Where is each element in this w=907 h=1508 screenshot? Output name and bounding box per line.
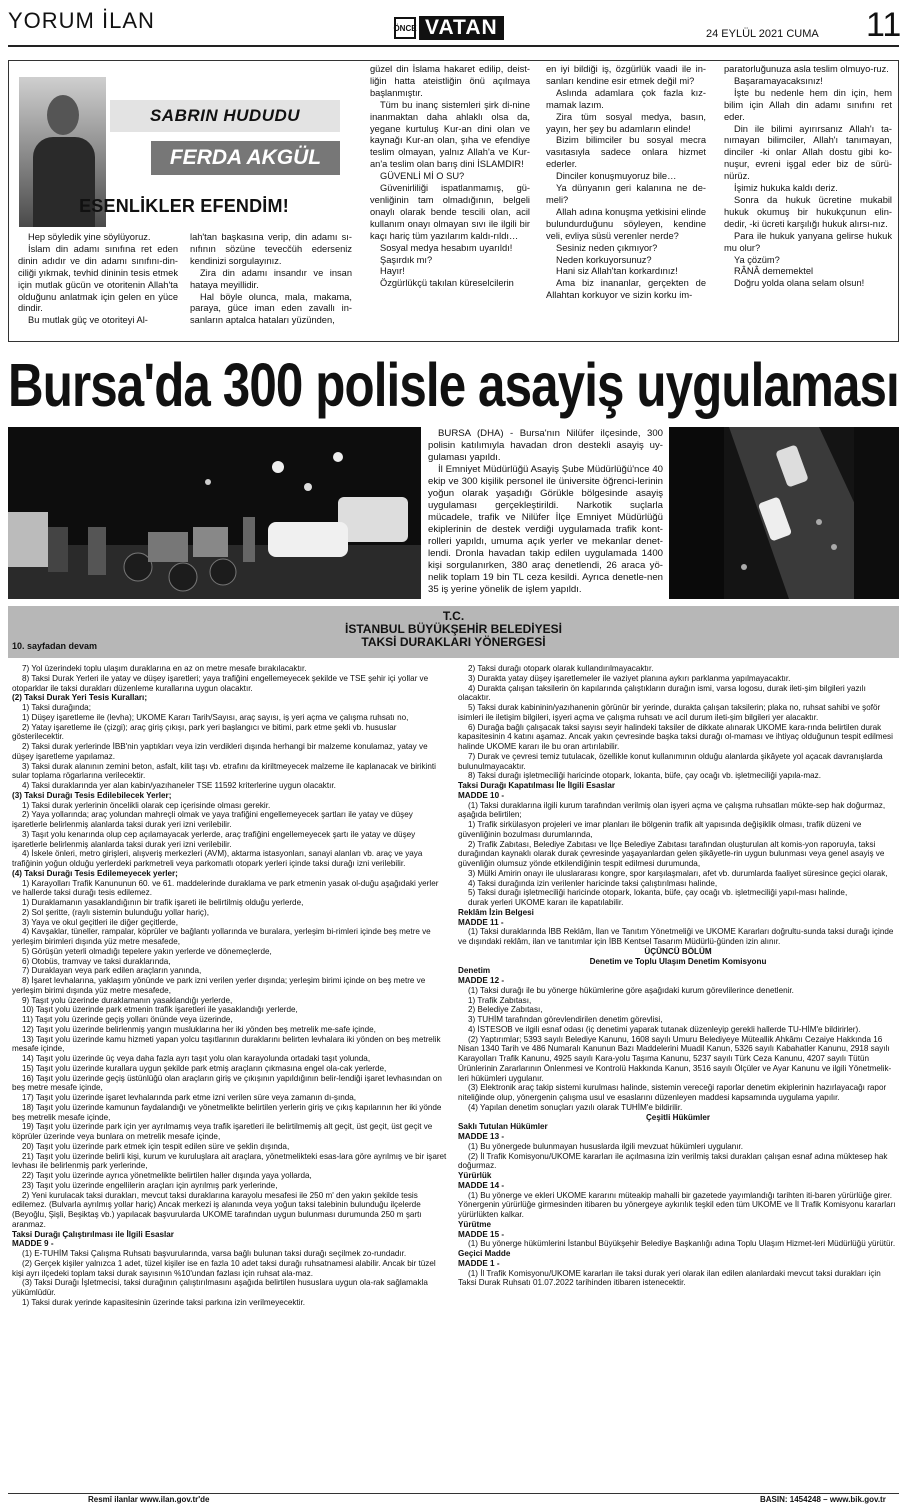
notice-line: 2) Trafik Zabıtası, Belediye Zabıtası ve İlçe Belediye Zabıtası tarafından oluşturulan alt komis-yon raporuyla, taksi durağından kaynaklı olarak durak çevresinde yaşayanlardan gelen şikâyetle-rin uygun bulunması veya genel asayiş ve güvenliğin olumsuz yönde etkilendiğinin tespit edilmesi durumunda, bbox=[458, 839, 885, 868]
newspaper-logo bbox=[394, 16, 504, 40]
notice-line: Reklâm İzin Belgesi bbox=[458, 907, 534, 917]
notice-line: 6) Otobüs, tramvay ve taksi duraklarında, bbox=[22, 956, 171, 966]
notice-line: (3) Taksi Durağı İşletmecisi, taksi durağının çalıştırılmasını aşağıda belirtilen hususlara uygun ola-rak sağlamakla yükümlüdür. bbox=[12, 1278, 428, 1297]
notice-line: MADDE 9 - bbox=[12, 1239, 54, 1249]
column-text-1: Hep söyledik yine söylüyoruz. İslam din adamı sınıfına ret eden dinin adıdır ve din adamı sınıfını-din-ciliği yıkmak, tevhid dininin tesis etmek için mutlak gücün ve otoritenin Allah'ta olduğunu anlatmak için gelen en yüce dindir. Bu mutlak güç ve otoriteyi Al- bbox=[18, 232, 178, 326]
notice-line: (1) Taksi duraklarına ilgili kurum tarafından verilmiş olan işyeri açma ve çalışma ruhsatları mükte-sep hak doğurmaz, aşağıda belirtilen; bbox=[458, 800, 886, 820]
notice-line: MADDE 12 - bbox=[458, 976, 505, 985]
notice-line: 7) Yol üzerindeki toplu ulaşım duraklarına en az on metre mesafe bırakılacaktır. bbox=[22, 664, 307, 673]
notice-line: 2) Yeni kurulacak taksi durakları, mevcut taksi duraklarına karayolu mesafesi ile 250 m' den yakın şekilde tesis edilemez. (Bulvarla ayrılmış yollar hariç) Ancak merkezi iş alanında veya yoğun taksi talebinin bulunduğu ilçelerde (Beyoğlu, Şişli, Beşiktaş vb.) yapılacak başvurularda UKOME tarafından uygun bulunması durumunda 250 m şartı aranmaz. bbox=[12, 1190, 422, 1229]
column-text-4: en iyi bildiği iş, özgürlük vaadi ile in-sanları kendine esir etmek değil mi? Aslında adamlara çok fazla kız-mamak lazım. Zira tüm sosyal medya, basın, yayın, her şey bu adamların elinde! Bizim bilimciler bu sosyal mecra vasıtasıyla sadece onlara hizmet ederler. Dinciler konuşmuyoruz bile… Ya dünyanın geri kalanına ne de-meli? Allah adına konuşma yetkisini elinde bulundurduğunu söyleyen, kendine veli, evliya süsü verenler nerde? Sesiniz neden çıkmıyor? Neden korkuyorsunuz? Hani siz Allah'tan korkardınız! Ama biz inananlar, gerçekten de Allahtan korkuyor ve sizin korku im- bbox=[546, 64, 706, 301]
notice-line: 13) Taşıt yolu üzerinde kamu hizmeti yapan yolcu taşıtlarının duraklarını belirten levhalara iki yönden on beş metrelik mesafe içinde, bbox=[12, 1034, 441, 1054]
police-checkpoint-photo bbox=[8, 427, 421, 599]
issue-date: 24 EYLÜL 2021 CUMA bbox=[706, 28, 819, 40]
footer-rule bbox=[8, 1493, 899, 1494]
notice-line: 5) Taksi durak kabininin/yazıhanenin görünür bir yerinde, durakta çalışan taksilerin; plaka no, ruhsat sahibi ve şoför isimleri ile iletişim bilgileri, işyeri açma ve çalışma ruhsatı ve acil durum ileti-şim bilgileri yer alacaktır. bbox=[458, 703, 881, 722]
notice-line: 10) Taşıt yolu üzerinde park etmenin trafik işaretleri ile yasaklandığı yerlerde, bbox=[22, 1005, 298, 1015]
notice-line: 2) Taksi durak yerlerinde İBB'nin yaptıkları veya izin verdikleri dışında herhangi bir malzeme konulamaz, yatay ve düşey işaretleme yapılamaz. bbox=[12, 742, 428, 761]
notice-line: 8) Taksi Durak Yerleri ile yatay ve düşey işaretleri; yaya trafiğini engellemeyecek şekilde ve TSE şehir içi yollar ve otoparklar ile taksi durakları düzenleme kurallarına uygun olacaktır. bbox=[12, 673, 429, 693]
notice-line: (4) Taksi Durağı Tesis Edilemeyecek yerler; bbox=[12, 868, 178, 878]
notice-line: MADDE 11 - bbox=[458, 917, 504, 927]
notice-line: (2) Gerçek kişiler yalnızca 1 adet, tüzel kişiler ise en fazla 10 adet taksi durağı ruhsatnamesi alabilir. Ancak bir tüzel kişi ayrı ilçedeki toplam taksi durak sayısının %10'undan fazlası için ruhsat ala-maz. bbox=[12, 1258, 436, 1278]
notice-line: 19) Taşıt yolu üzerinde park için yer ayrılmamış veya trafik işaretleri ile belirtilmemiş alt geçit, üst geçit, üst geçit ve köprüler üzerinde veya bunlara on metrelik mesafe içinde, bbox=[12, 1122, 433, 1141]
notice-line: 14) Taşıt yolu üzerinde üç veya daha fazla ayrı taşıt yolu olan karayolunda ortadaki taşıt yolunda, bbox=[22, 1054, 371, 1063]
notice-line: (1) İl Trafik Komisyonu/UKOME kararları ile taksi durak yeri olarak ilan edilen alanlardaki mevcut taksi durakları için Taksi Durak Ruhsatı 01.07.2022 tarihinden itibaren istenecektir. bbox=[458, 1268, 881, 1288]
notice-line: 5) Taksi durağı işletmeciliği haricinde otopark, lokanta, büfe, çay ocağı vb. işletmeciliği yapıl-ması halinde, bbox=[468, 888, 848, 898]
notice-line: 2) Yatay işaretleme ile (çizgi); araç giriş çıkışı, park yeri başlangıcı ve bitimi, park etme şekli vb. hususlar gösterilecektir. bbox=[12, 722, 397, 742]
notice-line: (2) İl Trafik Komisyonu/UKOME kararları ile açılmasına izin verilmiş taksi durakları çalışan esnaf adına müktesep hak doğurmaz. bbox=[458, 1151, 888, 1171]
header-rule bbox=[8, 45, 899, 47]
notice-line: (1) Bu yönergede bulunmayan hususlarda ilgili mevzuat hükümleri uygulanır. bbox=[468, 1141, 744, 1151]
notice-line: 20) Taşıt yolu üzerinde park etmek için tespit edilen süre ve şeklin dışında, bbox=[22, 1141, 290, 1151]
notice-line: 5) Görüşün yeterli olmadığı tepelere yakın yerlerde ve dönemeçlerde, bbox=[22, 946, 272, 956]
drone-aerial-photo bbox=[669, 427, 899, 599]
notice-line: 1) Trafik Zabıtası, bbox=[468, 995, 532, 1005]
notice-line: MADDE 15 - bbox=[458, 1229, 505, 1239]
notice-line: 1) Taksi durak yerinde kapasitesinin üzerinde taksi parkına izin verilmeyecektir. bbox=[22, 1297, 305, 1307]
notice-line: (2) Taksi Durak Yeri Tesis Kuralları; bbox=[12, 693, 148, 703]
notice-line: 17) Taşıt yolu üzerinde işaret levhalarında park etme izni verilen süre veya zamanın dı-şında, bbox=[22, 1093, 357, 1102]
page-number: 11 bbox=[866, 6, 902, 44]
notice-line: 1) Duraklamanın yasaklandığının bir trafik işareti ile belirtilmiş olduğu yerlerde, bbox=[22, 898, 304, 907]
notice-line: Denetim ve Toplu Ulaşım Denetim Komisyonu bbox=[589, 956, 767, 966]
section-name: YORUM İLAN bbox=[8, 8, 155, 33]
notice-line: Denetim bbox=[458, 966, 491, 976]
column-text-2: lah'tan başkasına verip, din adamı sı-nıfının sözüne tevecčüh ederseniz kendinizi sorgulayınız. Zira din adamı insandır ve insan hataya meyillidir. Hal böyle olunca, mala, makama, paraya, güce iman eden zavallı in-sanların aptalca hataları yüzünden, bbox=[190, 232, 352, 326]
notice-line: (1) Taksi durağı ile bu yönerge hükümlerine göre aşağıdaki kurum görevlilerince denetlenir. bbox=[468, 985, 794, 995]
notice-line: 12) Taşıt yolu üzerinde belirlenmiş yangın musluklarına her iki yönden beş metrelik me-safe içinde, bbox=[22, 1024, 376, 1034]
notice-line: 1) Trafik sirkülasyon projeleri ve imar planları ile bölgenin trafik alt yapısında değişiklik olması, trafik düzeni ve güvenliğinin bozulması durumlarında, bbox=[458, 820, 862, 839]
notice-line: Saklı Tutulan Hükümler bbox=[458, 1122, 548, 1132]
notice-line: 4) Kavşaklar, tüneller, rampalar, köprüler ve bağlantı yollarında ve buralara, yerleşim bi-rimleri içinde beş metre ve yerleşim birimleri dışında yüz metre mesafede, bbox=[12, 927, 431, 946]
news-body: BURSA (DHA) - Bursa'nın Nilüfer ilçesinde, 300 polisin katılımıyla havadan dron destekli asayiş uy-gulaması yapıldı. İl Emniyet Müdürlüğü Asayiş Şube Müdürlüğü'nce 40 ekip ve 300 kişilik personel ile üniversite öğrenci-lerinin yoğun olarak yaşadığı Görükle bölgesinde asayiş uygulaması gerçekleştirildi. Narkotik suçlarla mücadele, trafik ve Nilüfer İlçe Emniyet Müdürlüğü ekiplerinin de destek verdiği uygulamada trafik kont-rolleri yapıldı, umuma açık yerler ve mekanlar denet-lendi. Dronla havadan takip edilen uygulamada 1400 kişi sorgulanırken, 380 araç denetlendi, 26 araca yö-nelik toplam 19 bin TL ceza kesildi. Ayrıca denetle-nen 35 iş yerine yönelik de işlem yapıldı. bbox=[428, 428, 663, 595]
continued-label: 10. sayfadan devam bbox=[12, 641, 98, 651]
notice-line: 15) Taşıt yolu üzerinde kurallara uygun şekilde park etmiş araçların çıkmasına engel ola-cak yerlerde, bbox=[22, 1063, 387, 1073]
notice-right-column bbox=[458, 664, 898, 1288]
notice-line: (4) Yapılan denetim sonuçları yazılı olarak TUHİM'e bildirilir. bbox=[468, 1102, 683, 1112]
notice-line: Geçici Madde bbox=[458, 1249, 511, 1258]
notice-line: 3) Taşıt yolu kenarında olup cep açılamayacak yerlerde, araç trafiğini engellemeyecek şartı ile yatay ve düşey işaretlerle belirlenmiş alanlarda taksi durak yeri izni verilebilir. bbox=[12, 829, 416, 849]
notice-line: 3) Mülki Amirin onayı ile uluslararası kongre, spor karşılaşmaları, afet vb. durumlarda faaliyet süresince geçici olarak, bbox=[468, 868, 888, 878]
notice-line: 9) Taşıt yolu üzerinde duraklamanın yasaklandığı yerlerde, bbox=[22, 995, 233, 1005]
notice-line: 3) Yaya ve okul geçitleri ile diğer geçitlerde, bbox=[22, 917, 178, 927]
column-title: ESENLİKLER EFENDİM! bbox=[79, 196, 289, 216]
notice-line: 3) TUHİM tarafından görevlendirilen denetim görevlisi, bbox=[468, 1015, 663, 1024]
notice-line: 4) Taksi durağında izin verilenler haricinde taksi çalıştırılması halinde, bbox=[468, 878, 718, 888]
notice-line: 4) Taksi duraklarında yer alan kabin/yazıhaneler TSE 11592 kriterlerine uygun olacaktır. bbox=[22, 781, 336, 790]
notice-line: 8) Taksi durağı işletmeciliği haricinde otopark, lokanta, büfe, çay ocağı vb. işletmeciliği yapıla-maz. bbox=[468, 771, 821, 781]
notice-line: MADDE 10 - bbox=[458, 790, 505, 800]
column-text-5: paratorluğunuza asla teslim olmuyo-ruz. Başaramayacaksınız! İşte bu nedenle hem din için, hem bilim için Allah din adamı sınıfını ret eder. Din ile bilimi ayırırsanız Allah'ı ta-nımayan bilimciler, Allah'ı tanımayan, dinciler -ki onlar Allah dostu gibi ko-nuşur, evreni işgal eder biz de sürü-nürüz. İşimiz hukuka kaldı deriz. Sonra da hukuk ücretine mukabil hukuk okumuş bir hukukçunun elin-dedir, -ki ücreti karşılığı hukuk alırsı-nız. Para ile hukuk yanyana gelirse hukuk mu olur? Ya çözüm? RÂNÂ dememektel Doğru yolda olana selam olsun! bbox=[724, 64, 892, 289]
notice-line: 1) Taksi durak yerlerinin öncelikli olarak cep içerisinde olması gerekir. bbox=[22, 800, 271, 810]
notice-line: 4) İskele önleri, metro girişleri, alışveriş merkezleri (AVM), aktarma istasyonları, sanayi alanları vb. araç ve yaya trafiğinin yoğun olduğu yerlerdeki parkmetreli veya parkomatlı otopark yerleri içinde taksi durağı izni verilebilir. bbox=[12, 849, 423, 868]
notice-line: durak yerleri UKOME kararı ile kapatılabilir. bbox=[468, 898, 624, 907]
logo-badge: ÖNCE bbox=[394, 17, 416, 39]
notice-line: MADDE 1 - bbox=[458, 1258, 500, 1268]
notice-line: 1) Taksi durağında; bbox=[22, 703, 91, 712]
notice-left-column bbox=[12, 664, 448, 1308]
notice-line: 1) Düşey işaretleme ile (levha); UKOME Kararı Tarih/Sayısı, araç sayısı, iş yeri açma ve çalışma ruhsatı no, bbox=[22, 712, 409, 722]
notice-line: ÜÇÜNCÜ BÖLÜM bbox=[644, 946, 712, 956]
footer-right: BASIN: 1454248 – www.bik.gov.tr bbox=[760, 1495, 886, 1504]
notice-line: 11) Taşıt yolu üzerinde geçiş yolları önünde veya üzerinde, bbox=[22, 1015, 233, 1024]
notice-line: 16) Taşıt yolu üzerinde geçiş üstünlüğü olan araçların giriş ve çıkışının yapıldığının belir-lendiği işaret levhasından on beş metre mesafe içinde, bbox=[12, 1073, 442, 1093]
notice-line: (2) Yaptırımlar; 5393 sayılı Belediye Kanunu, 1608 sayılı Umuru Belediyeye Müteallik Ahkâmı Cezaiye Hakkında 16 Nisan 1340 Tarih ve 486 Numaralı Kanunun Bazı Maddelerini Muadil Kanun, 5326 sayılı Kabahatler Kanunu, 2918 sayılı Karayolları Trafik Kanunu, 4925 sayılı Kara-yolu Taşıma Kanunu, 5237 sayılı Türk Ceza Kanunu, 4207 sayılı Tütün Ürünlerinin Zararlarının Önlenmesi ve Kontrolü Hakkında Kanun, 3516 sayılı Ölçüler ve Ayar Kanunu ve ilgili Yönetmelik-leri hükümleri uygulanır. bbox=[458, 1034, 892, 1083]
notice-line: (3) Elektronik araç takip sistemi kurulması halinde, sistemin vereceği raporlar denetim ekiplerinin hazırlayacağı rapor niteliğinde olup, yönergenin çalışma usul ve esaslarını düzenleyen maddesi kapsamında uygulama yapılır. bbox=[458, 1083, 887, 1102]
notice-line: 8) İşaret levhalarına, yaklaşım yönünde ve park izni verilen yerler dışında; yerleşim birimi içinde on beş metre ve yerleşim birimi dışında yüz metre mesafede, bbox=[12, 976, 426, 995]
notice-line: 2) Sol şeritte, (raylı sistemin bulunduğu yollar hariç), bbox=[22, 907, 209, 917]
notice-line: Çeşitli Hükümler bbox=[645, 1112, 711, 1122]
notice-line: (1) Taksi duraklarında İBB Reklâm, İlan ve Tanıtım Yönetmeliği ve UKOME Kararları doğrultu-sunda taksi durağı içinde ve dışındaki reklâm, ilan ve tanıtımlar için İBB Kentsel Tasarım Müdürlü-ğünden izin alınır. bbox=[458, 927, 894, 946]
notice-line: 23) Taşıt yolu üzerinde engellilerin araçları için ayrılmış park yerlerinde, bbox=[22, 1180, 278, 1190]
notice-line: (1) E-TUHİM Taksi Çalışma Ruhsatı başvurularında, varsa bağlı bulunan taksi durağı seçilmek zo-rundadır. bbox=[22, 1249, 407, 1258]
notice-line: 7) Durak ve çevresi temiz tutulacak, özellikle konut kullanımının olduğu alanlarda şikâyete yol açacak davranışlarda bulunulmayacaktır. bbox=[458, 751, 883, 771]
notice-title: T.C. İSTANBUL BÜYÜKŞEHİR BELEDİYESİ TAKSİ DURAKLARI YÖNERGESİ bbox=[345, 609, 562, 649]
notice-line: (1) Bu yönerge ve ekleri UKOME kararını müteakip mahalli bir gazetede yayımlandığı tarihten iti-baren yürürlüğe girer. Yönergenin yürürlüğe girmesinden itibaren bu yönergeye aykırılık teşkil eden tüm UKOME ve İl Trafik Komisyonu kararları yürürlükten kalkar. bbox=[458, 1190, 896, 1219]
notice-line: 2) Yaya yollarında; araç yolundan mahreçli olmak ve yaya trafiğini engellemeyecek şartları ile yatay ve düşey işaretlerle belirlenmiş alanlarda taksi durak yeri izni verilebilir. bbox=[12, 810, 413, 829]
notice-line: 21) Taşıt yolu üzerinde belirli kişi, kurum ve kuruluşlara ait araçlara, yönetmelikteki esas-lara göre ayrılmış ve bir işaret levhası ile belirlenmiş park yerlerinde, bbox=[12, 1151, 447, 1171]
notice-line: MADDE 13 - bbox=[458, 1132, 505, 1141]
notice-line: Yürütme bbox=[458, 1219, 491, 1229]
column-text-3: güzel din İslama hakaret edilip, deist-liğin hatta ateistliğin önü açılmaya başlanmıştır. Tüm bu inanç sistemleri şirk di-nine inanmaktan daha ahlaklı olsa da, yegane kurtuluş Kur-an dini olan ve kaynağı Kur-an olan, şıha ve efendiye teslim olmayan, yalnız Allah'a ve Kur-an'a teslim olan barış dini İSLAMDIR! GÜVENLİ Mİ O SU? Güvenirliliği ispatlanmamış, gü-venliğinin tam olmadığının, belgeli onaylı olarak bende tescili olan, acil kullanım onayı olmayan sıvı ile ilgili bir kaçı hariç tüm yazılarım kaldı-rıldı… Sosyal medya hesabım uyarıldı! Şaşırdık mı? Hayır! Özgürlükçü takılan küreselcilerin bbox=[370, 64, 530, 289]
notice-line: 3) Taksi durak alanının zemini beton, asfalt, kilit taşı vb. etrafını da kiriltmeyecek malzeme ile kaplanacak ve birikinti sular toplama rögarlarına verilecektir. bbox=[12, 761, 436, 781]
notice-line: 3) Durakta yatay düşey işaretlemeler ile vaziyet planına aykırı parklanma yapılmayacaktır. bbox=[468, 673, 791, 683]
column-banner: SABRIN HUDUDU bbox=[110, 100, 340, 132]
notice-line: 2) Belediye Zabıtası, bbox=[468, 1005, 543, 1015]
notice-line: 1) Karayolları Trafik Kanununun 60. ve 61. maddelerinde duraklama ve park etmenin yasak ol-duğu aşağıdaki yerler ve hallerde taksi durağı tesis edilemez. bbox=[12, 878, 439, 898]
notice-line: 2) Taksi durağı otopark olarak kullandırılmayacaktır. bbox=[468, 664, 654, 673]
news-headline: Bursa'da 300 polisle asayiş uygulaması bbox=[8, 349, 899, 420]
notice-line: (1) Bu yönerge hükümlerini İstanbul Büyükşehir Belediye Başkanlığı adına Toplu Ulaşım Hizmet-leri Müdürlüğü yürütür. bbox=[468, 1239, 896, 1249]
footer-left: Resmî ilanlar www.ilan.gov.tr'de bbox=[88, 1495, 210, 1504]
aerial-road-scene bbox=[669, 427, 899, 599]
notice-line: Yürürlük bbox=[458, 1171, 492, 1180]
notice-line: 22) Taşıt yolu üzerinde ayrıca yönetmelikte belirtilen haller dışında yaya yollarda, bbox=[22, 1171, 312, 1180]
author-name: FERDA AKGÜL bbox=[151, 141, 340, 175]
night-street-scene bbox=[8, 427, 421, 599]
notice-line: Taksi Durağı Kapatılması İle İlgili Esaslar bbox=[458, 781, 615, 790]
notice-line: 6) Durağa bağlı çalışacak taksi sayısı seyir halindeki taksiler de dikkate alınarak UKOME kara-rında belirtilen durak kapasitesinin 4 katını aşamaz. Ancak yakın çevresinde başka taksi durağı ol-maması ve ihtiyaç olduğunun tespit edilmesi halinde UKOME kararı ile bu oran artırılabilir. bbox=[458, 722, 893, 751]
notice-line: 7) Duraklayan veya park edilen araçların yanında, bbox=[22, 966, 202, 976]
logo-word: VATAN bbox=[419, 16, 504, 40]
notice-line: 4) Durakta çalışan taksilerin ön kapılarında çalıştıkların durağın ismi, varsa logosu, durak ileti-şim bilgileri yazılı olacaktır. bbox=[458, 683, 866, 703]
notice-line: Taksi Durağı Çalıştırılması ile İlgili Esaslar bbox=[12, 1229, 174, 1239]
notice-line: MADDE 14 - bbox=[458, 1180, 505, 1190]
notice-line: 4) İSTESOB ve ilgili esnaf odası (iç denetimi yaparak tutanak düzenleyip gerekli hallerde TU-HİM'e bildirirler). bbox=[468, 1024, 861, 1034]
notice-line: (3) Taksi Durağı Tesis Edilebilecek Yerler; bbox=[12, 790, 172, 800]
notice-line: 18) Taşıt yolu üzerinde kamunun faydalandığı ve yönetmelikte belirtilen yerlerin giriş ve çıkış kapılarının her iki yönde beş metrelik mesafe içinde, bbox=[12, 1102, 442, 1122]
